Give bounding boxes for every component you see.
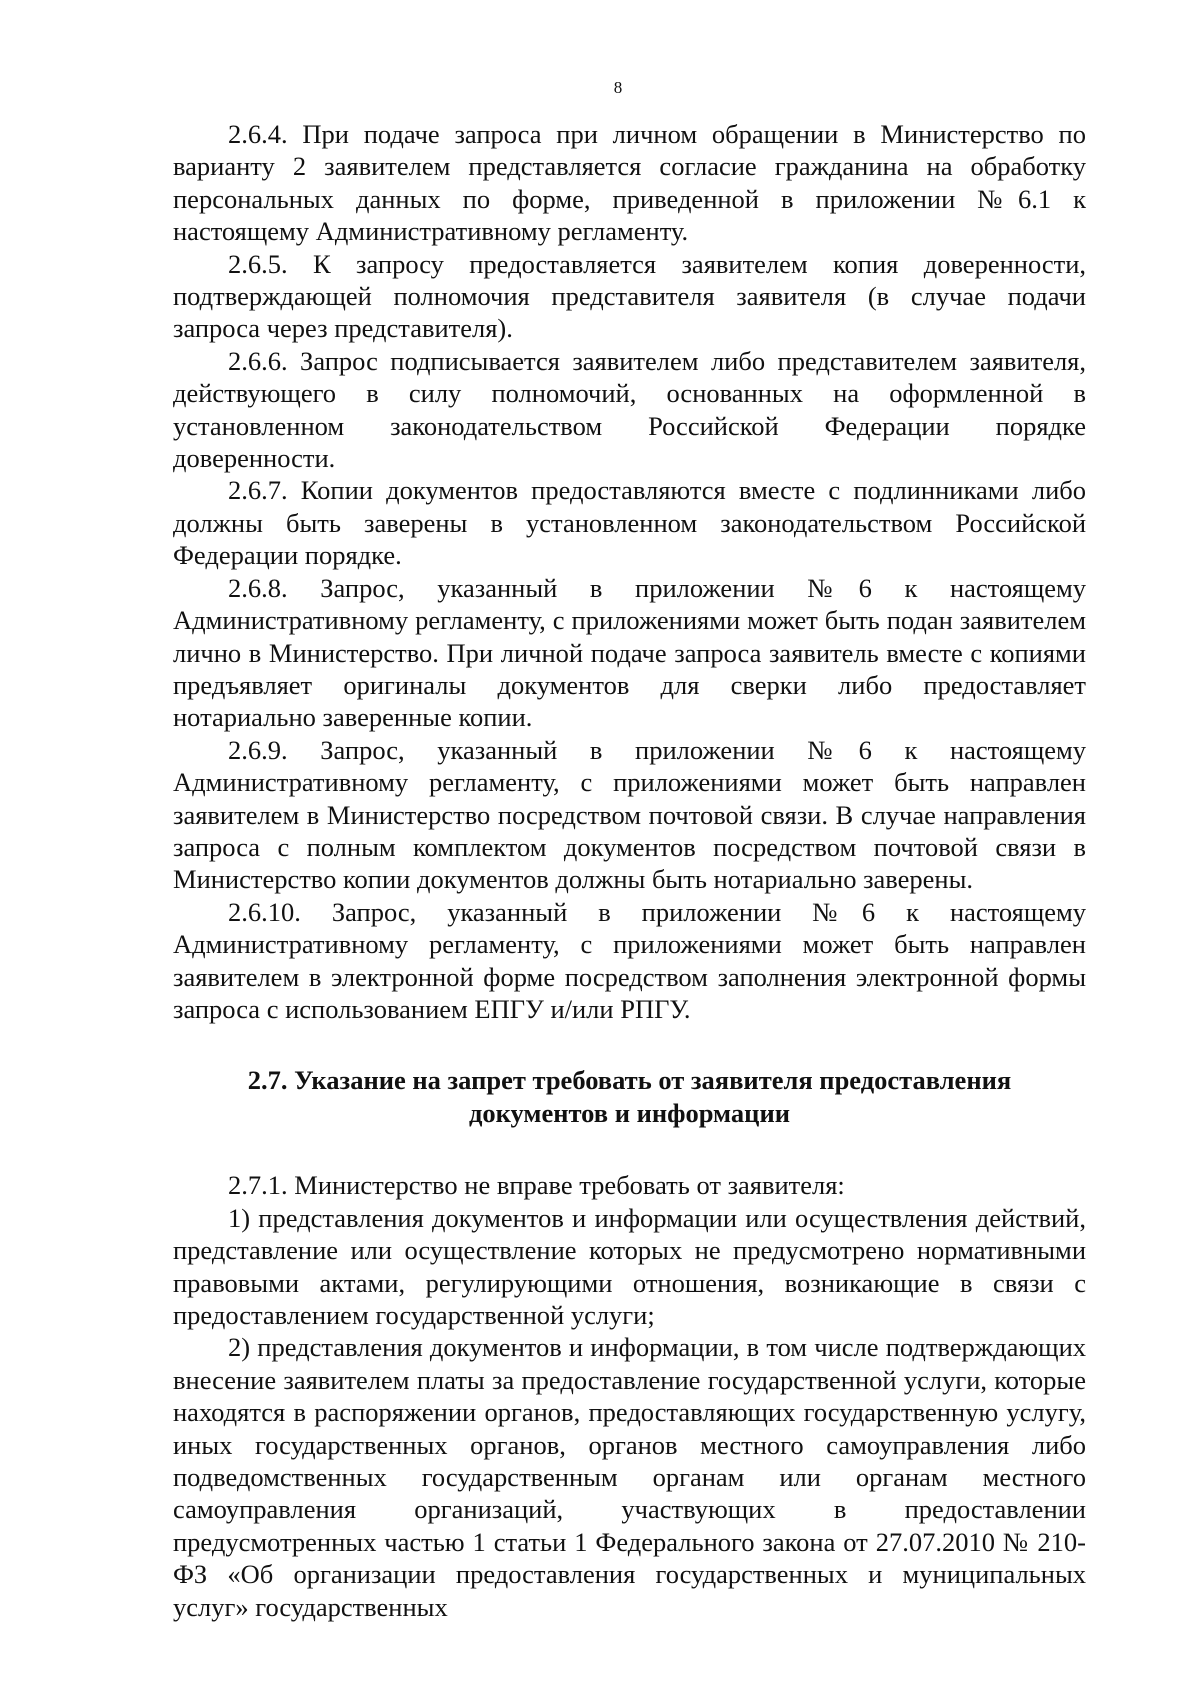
section-heading-2-7	[173, 1064, 1086, 1130]
list-item-2: 2) представления документов и информации, в том числе подтверждающих внесение заявителем платы за предоставление государственной услуги, которые находятся в распоряжении органов, предоставляющих государственную услугу, иных государственных органов, органов местного самоуправления либо подведомственных государственным органам или органам местного самоуправления организаций, участвующих в предоставлении предусмотренных частью 1 статьи 1 Федерального закона от 27.07.2010 № 210-ФЗ «Об организации предоставления государственных и муниципальных услуг» государственных	[173, 1332, 1086, 1622]
paragraph-2-6-8: 2.6.8. Запрос, указанный в приложении №6 к настоящему Административному регламенту, с приложениями может быть подан заявителем лично в Министерство. При личной подаче запроса заявитель вместе с копиями предъявляет оригиналы документов для сверки либо предоставляет нотариально заверенные копии.	[173, 572, 1086, 733]
section-heading-line-1: 2.7. Указание на запрет требовать от заявителя предоставления	[247, 1065, 1012, 1096]
paragraph-2-6-4: 2.6.4. При подаче запроса при личном обращении в Министерство по варианту 2 заявителем представляется согласие гражданина на обработку персональных данных по форме, приведенной в приложении №6.1 к настоящему Административному регламенту.	[173, 119, 1086, 247]
paragraph-2-7-1: 2.7.1. Министерство не вправе требовать от заявителя:	[228, 1170, 845, 1201]
paragraph-2-6-5: 2.6.5. К запросу предоставляется заявителем копия доверенности, подтверждающей полномочия представителя заявителя (в случае подачи запроса через представителя).	[173, 248, 1086, 344]
paragraph-2-6-7: 2.6.7. Копии документов предоставляются вместе с подлинниками либо должны быть заверены в установленном законодательством Российской Федерации порядке.	[173, 475, 1086, 571]
paragraph-2-6-6: 2.6.6. Запрос подписывается заявителем либо представителем заявителя, действующего в силу полномочий, основанных на оформленной в установленном законодательством Российской Федерации порядке доверенности.	[173, 345, 1086, 474]
paragraph-2-6-10: 2.6.10. Запрос, указанный в приложении №6 к настоящему Административному регламенту, с приложениями может быть направлен заявителем в электронной форме посредством заполнения электронной формы запроса с использованием ЕПГУ и/или РПГУ.	[173, 896, 1086, 1024]
document-body	[173, 118, 1086, 1623]
page-number: 8	[613, 78, 623, 97]
paragraph-2-6-9: 2.6.9. Запрос, указанный в приложении №6 к настоящему Административному регламенту, с приложениями может быть направлен заявителем в Министерство посредством почтовой связи. В случае направления запроса с полным комплектом документов посредством почтовой связи в Министерство копии документов должны быть нотариально заверены.	[173, 734, 1086, 895]
section-heading-line-2: документов и информации	[468, 1098, 790, 1129]
list-item-1: 1) представления документов и информации или осуществления действий, представление или осуществление которых не предусмотрено нормативными правовыми актами, регулирующими отношения, возникающие в связи с предоставлением государственной услуги;	[173, 1202, 1086, 1330]
